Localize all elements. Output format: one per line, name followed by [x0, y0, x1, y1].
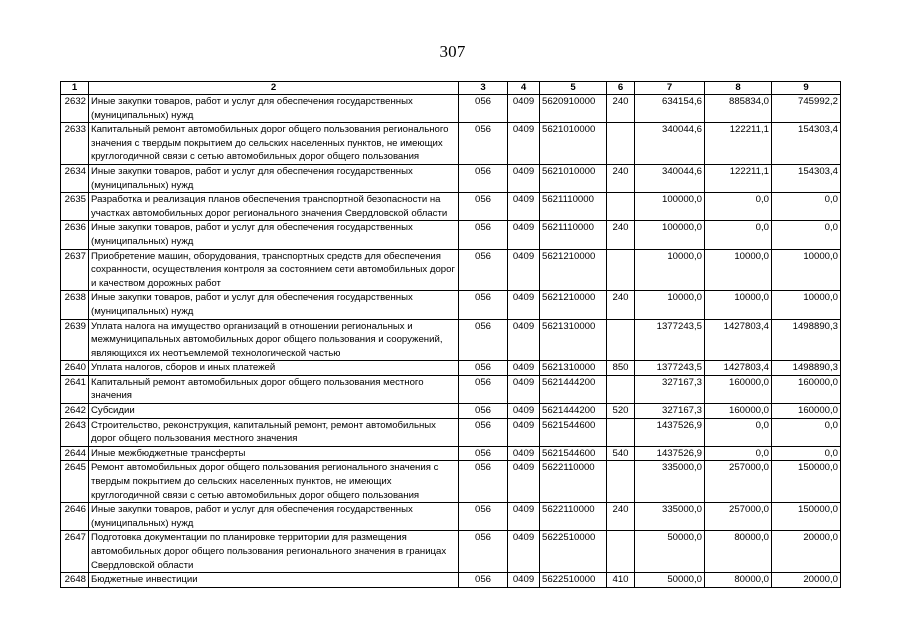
amount-col-7: 10000,0 [635, 291, 705, 319]
section-code: 0409 [508, 375, 540, 403]
row-name: Разработка и реализация планов обеспечения транспортной безопасности на участках автомобильных дорог регионального значения Свердловской области [89, 193, 459, 221]
table-row [61, 123, 841, 165]
target-article-code: 5621310000 [540, 361, 607, 376]
amount-col-7: 340044,6 [635, 164, 705, 192]
table-row [61, 249, 841, 291]
table-row [61, 418, 841, 446]
target-article-code: 5622510000 [540, 531, 607, 573]
table-row [61, 503, 841, 531]
ministry-code: 056 [459, 193, 508, 221]
amount-col-9: 0,0 [772, 221, 841, 249]
ministry-code: 056 [459, 249, 508, 291]
amount-col-8: 1427803,4 [705, 319, 772, 361]
amount-col-7: 1437526,9 [635, 418, 705, 446]
table-row [61, 221, 841, 249]
expense-type-code [607, 418, 635, 446]
table-header-row [61, 82, 841, 95]
ministry-code: 056 [459, 319, 508, 361]
row-number: 2647 [61, 531, 89, 573]
target-article-code: 5621010000 [540, 164, 607, 192]
expense-type-code [607, 249, 635, 291]
ministry-code: 056 [459, 361, 508, 376]
row-number: 2638 [61, 291, 89, 319]
row-number: 2646 [61, 503, 89, 531]
amount-col-8: 160000,0 [705, 375, 772, 403]
target-article-code: 5621110000 [540, 221, 607, 249]
amount-col-8: 160000,0 [705, 404, 772, 419]
amount-col-9: 160000,0 [772, 375, 841, 403]
expense-type-code [607, 319, 635, 361]
amount-col-8: 80000,0 [705, 531, 772, 573]
expense-type-code: 850 [607, 361, 635, 376]
row-number: 2633 [61, 123, 89, 165]
section-code: 0409 [508, 446, 540, 461]
expense-type-code: 520 [607, 404, 635, 419]
row-name: Иные межбюджетные трансферты [89, 446, 459, 461]
row-name: Иные закупки товаров, работ и услуг для обеспечения государственных (муниципальных) нужд [89, 503, 459, 531]
ministry-code: 056 [459, 418, 508, 446]
ministry-code: 056 [459, 503, 508, 531]
expense-type-code [607, 193, 635, 221]
section-code: 0409 [508, 503, 540, 531]
row-number: 2634 [61, 164, 89, 192]
amount-col-8: 0,0 [705, 193, 772, 221]
expense-type-code [607, 461, 635, 503]
amount-col-7: 634154,6 [635, 95, 705, 123]
amount-col-7: 100000,0 [635, 193, 705, 221]
column-header-2: 2 [89, 82, 459, 95]
ministry-code: 056 [459, 123, 508, 165]
section-code: 0409 [508, 291, 540, 319]
section-code: 0409 [508, 319, 540, 361]
row-number: 2643 [61, 418, 89, 446]
table-row [61, 291, 841, 319]
amount-col-8: 122211,1 [705, 164, 772, 192]
amount-col-7: 50000,0 [635, 573, 705, 588]
row-name: Иные закупки товаров, работ и услуг для обеспечения государственных (муниципальных) нужд [89, 95, 459, 123]
row-name: Строительство, реконструкция, капитальный ремонт, ремонт автомобильных дорог общего пользования местного значения [89, 418, 459, 446]
row-number: 2644 [61, 446, 89, 461]
table-row [61, 319, 841, 361]
section-code: 0409 [508, 404, 540, 419]
row-number: 2635 [61, 193, 89, 221]
section-code: 0409 [508, 95, 540, 123]
section-code: 0409 [508, 164, 540, 192]
section-code: 0409 [508, 221, 540, 249]
expense-type-code: 240 [607, 503, 635, 531]
row-number: 2642 [61, 404, 89, 419]
expense-type-code: 240 [607, 95, 635, 123]
ministry-code: 056 [459, 446, 508, 461]
amount-col-9: 1498890,3 [772, 361, 841, 376]
target-article-code: 5622510000 [540, 573, 607, 588]
table-row [61, 531, 841, 573]
row-number: 2632 [61, 95, 89, 123]
section-code: 0409 [508, 123, 540, 165]
expense-type-code: 540 [607, 446, 635, 461]
row-name: Капитальный ремонт автомобильных дорог общего пользования местного значения [89, 375, 459, 403]
amount-col-9: 20000,0 [772, 531, 841, 573]
amount-col-7: 10000,0 [635, 249, 705, 291]
amount-col-9: 1498890,3 [772, 319, 841, 361]
amount-col-9: 745992,2 [772, 95, 841, 123]
section-code: 0409 [508, 361, 540, 376]
section-code: 0409 [508, 249, 540, 291]
column-header-7: 7 [635, 82, 705, 95]
table-row [61, 573, 841, 588]
ministry-code: 056 [459, 461, 508, 503]
amount-col-8: 885834,0 [705, 95, 772, 123]
row-name: Иные закупки товаров, работ и услуг для обеспечения государственных (муниципальных) нужд [89, 291, 459, 319]
table-row [61, 404, 841, 419]
amount-col-8: 0,0 [705, 418, 772, 446]
target-article-code: 5621544600 [540, 418, 607, 446]
row-number: 2645 [61, 461, 89, 503]
amount-col-8: 257000,0 [705, 503, 772, 531]
row-name: Уплата налогов, сборов и иных платежей [89, 361, 459, 376]
table-row [61, 446, 841, 461]
target-article-code: 5621210000 [540, 249, 607, 291]
amount-col-8: 80000,0 [705, 573, 772, 588]
amount-col-9: 160000,0 [772, 404, 841, 419]
row-name: Бюджетные инвестиции [89, 573, 459, 588]
amount-col-7: 100000,0 [635, 221, 705, 249]
section-code: 0409 [508, 461, 540, 503]
expense-type-code: 240 [607, 164, 635, 192]
table-row [61, 95, 841, 123]
row-number: 2648 [61, 573, 89, 588]
table-row [61, 164, 841, 192]
expense-type-code [607, 123, 635, 165]
table-row [61, 193, 841, 221]
expense-type-code: 410 [607, 573, 635, 588]
amount-col-9: 0,0 [772, 446, 841, 461]
amount-col-9: 154303,4 [772, 123, 841, 165]
row-number: 2637 [61, 249, 89, 291]
amount-col-9: 10000,0 [772, 291, 841, 319]
amount-col-8: 0,0 [705, 446, 772, 461]
column-header-1: 1 [61, 82, 89, 95]
amount-col-8: 257000,0 [705, 461, 772, 503]
ministry-code: 056 [459, 221, 508, 249]
amount-col-7: 335000,0 [635, 503, 705, 531]
amount-col-7: 1377243,5 [635, 319, 705, 361]
section-code: 0409 [508, 418, 540, 446]
ministry-code: 056 [459, 375, 508, 403]
row-number: 2640 [61, 361, 89, 376]
column-header-3: 3 [459, 82, 508, 95]
row-number: 2636 [61, 221, 89, 249]
expense-type-code [607, 375, 635, 403]
target-article-code: 5620910000 [540, 95, 607, 123]
amount-col-7: 327167,3 [635, 404, 705, 419]
table-row [61, 361, 841, 376]
table-row [61, 461, 841, 503]
target-article-code: 5621310000 [540, 319, 607, 361]
ministry-code: 056 [459, 531, 508, 573]
page-number: 307 [439, 42, 466, 61]
amount-col-9: 0,0 [772, 193, 841, 221]
amount-col-8: 10000,0 [705, 249, 772, 291]
target-article-code: 5621444200 [540, 404, 607, 419]
row-number: 2641 [61, 375, 89, 403]
expense-type-code: 240 [607, 291, 635, 319]
amount-col-7: 50000,0 [635, 531, 705, 573]
ministry-code: 056 [459, 95, 508, 123]
amount-col-7: 1377243,5 [635, 361, 705, 376]
row-name: Ремонт автомобильных дорог общего пользования регионального значения с твердым покрытием до сельских населенных пунктов, не имеющих круглогодичной связи с сетью автомобильных дорог общего пользования [89, 461, 459, 503]
ministry-code: 056 [459, 573, 508, 588]
row-number: 2639 [61, 319, 89, 361]
budget-table [60, 81, 841, 588]
table-row [61, 375, 841, 403]
amount-col-7: 340044,6 [635, 123, 705, 165]
amount-col-9: 150000,0 [772, 461, 841, 503]
ministry-code: 056 [459, 404, 508, 419]
target-article-code: 5621210000 [540, 291, 607, 319]
target-article-code: 5621444200 [540, 375, 607, 403]
amount-col-9: 0,0 [772, 418, 841, 446]
target-article-code: 5621110000 [540, 193, 607, 221]
target-article-code: 5622110000 [540, 503, 607, 531]
row-name: Подготовка документации по планировке территории для размещения автомобильных дорог общего пользования регионального значения в границах Свердловской области [89, 531, 459, 573]
amount-col-9: 20000,0 [772, 573, 841, 588]
row-name: Капитальный ремонт автомобильных дорог общего пользования регионального значения с твердым покрытием до сельских населенных пунктов, не имеющих круглогодичной связи с сетью автомобильных дорог общего пользования [89, 123, 459, 165]
amount-col-9: 10000,0 [772, 249, 841, 291]
row-name: Иные закупки товаров, работ и услуг для обеспечения государственных (муниципальных) нужд [89, 164, 459, 192]
amount-col-8: 1427803,4 [705, 361, 772, 376]
expense-type-code: 240 [607, 221, 635, 249]
amount-col-8: 10000,0 [705, 291, 772, 319]
section-code: 0409 [508, 531, 540, 573]
amount-col-7: 327167,3 [635, 375, 705, 403]
row-name: Иные закупки товаров, работ и услуг для обеспечения государственных (муниципальных) нужд [89, 221, 459, 249]
target-article-code: 5621544600 [540, 446, 607, 461]
ministry-code: 056 [459, 291, 508, 319]
row-name: Уплата налога на имущество организаций в отношении региональных и межмуниципальных автомобильных дорог общего пользования и сооружений, являющихся их неотъемлемой технологической частью [89, 319, 459, 361]
target-article-code: 5622110000 [540, 461, 607, 503]
column-header-8: 8 [705, 82, 772, 95]
amount-col-8: 122211,1 [705, 123, 772, 165]
section-code: 0409 [508, 193, 540, 221]
amount-col-7: 1437526,9 [635, 446, 705, 461]
row-name: Субсидии [89, 404, 459, 419]
target-article-code: 5621010000 [540, 123, 607, 165]
row-name: Приобретение машин, оборудования, транспортных средств для обеспечения сохранности, осуществления контроля за состоянием сети автомобильных дорог и качеством дорожных работ [89, 249, 459, 291]
amount-col-9: 150000,0 [772, 503, 841, 531]
section-code: 0409 [508, 573, 540, 588]
ministry-code: 056 [459, 164, 508, 192]
expense-type-code [607, 531, 635, 573]
column-header-6: 6 [607, 82, 635, 95]
column-header-5: 5 [540, 82, 607, 95]
column-header-9: 9 [772, 82, 841, 95]
amount-col-7: 335000,0 [635, 461, 705, 503]
column-header-4: 4 [508, 82, 540, 95]
amount-col-9: 154303,4 [772, 164, 841, 192]
amount-col-8: 0,0 [705, 221, 772, 249]
